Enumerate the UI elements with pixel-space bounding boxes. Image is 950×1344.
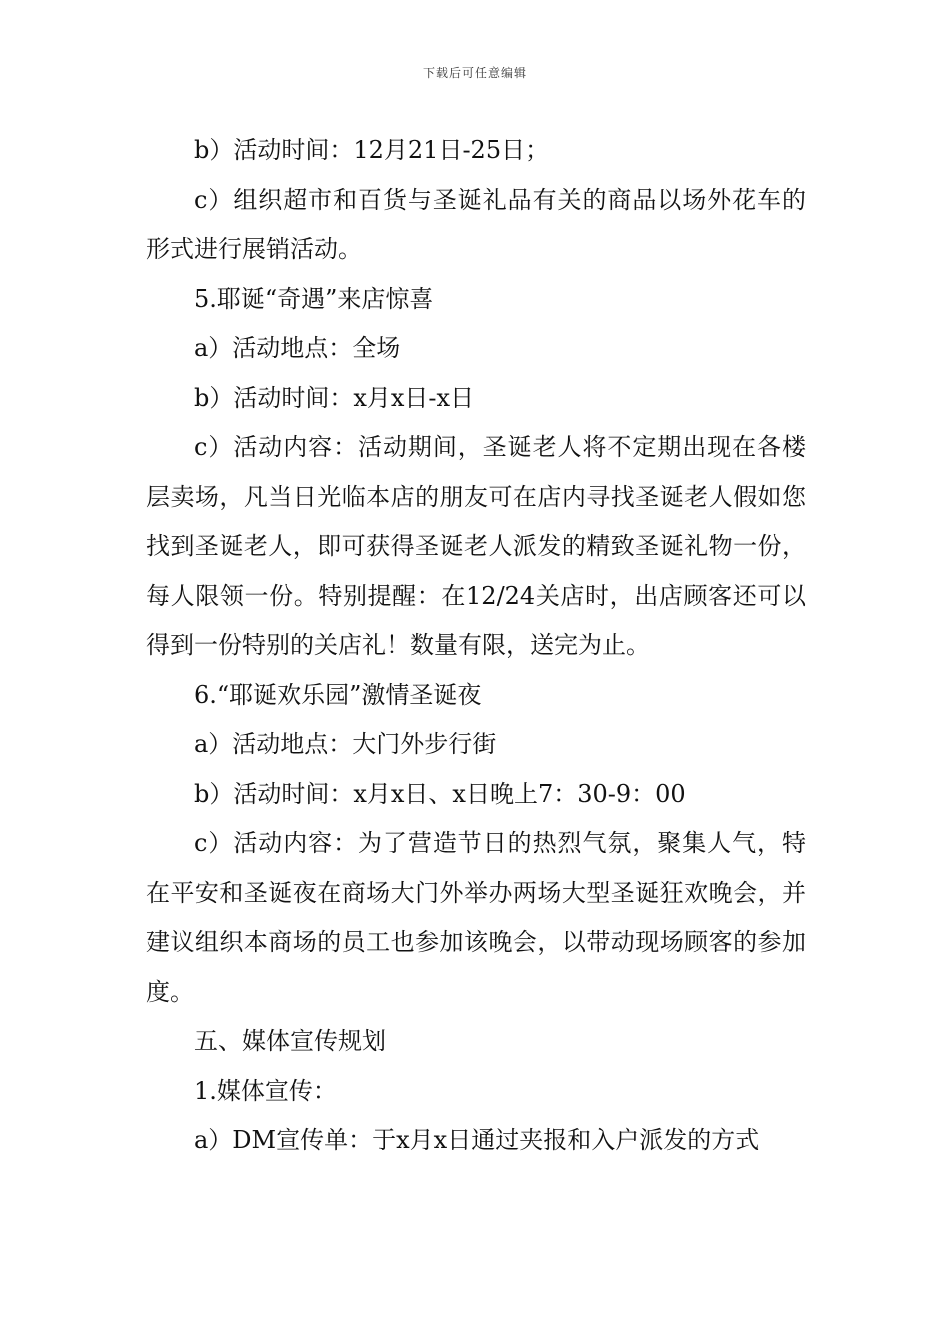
paragraph-content-c-2: c）活动内容：为了营造节日的热烈气氛，聚集人气，特在平安和圣诞夜在商场大门外举办两场大型圣诞狂欢晚会，并建议组织本商场的员工也参加该晚会，以带动现场顾客的参加度。: [146, 829, 806, 1006]
paragraph-activity-c: c）组织超市和百货与圣诞礼品有关的商品以场外花车的形式进行展销活动。: [146, 185, 806, 263]
section-heading-media: 五、媒体宣传规划: [194, 1027, 386, 1055]
paragraph-time-b: b）活动时间：x月x日-x日: [194, 383, 475, 412]
paragraph-dm-flyer: a）DM宣传单：于x月x日通过夹报和入户派发的方式: [194, 1126, 760, 1154]
paragraph-activity-time-b: b）活动时间：12月21日-25日；: [194, 136, 550, 164]
subheading-media-promo: 1.媒体宣传：: [194, 1076, 337, 1105]
paragraph-location-a-2: a）活动地点：大门外步行街: [194, 730, 497, 758]
section-heading-5: 5.耶诞“奇遇”来店惊喜: [194, 284, 434, 313]
paragraph-time-b-2: b）活动时间：x月x日、x日晚上7：30-9：00: [194, 779, 686, 808]
page-header-note: 下载后可任意编辑: [422, 66, 527, 80]
paragraph-content-c: c）活动内容：活动期间，圣诞老人将不定期出现在各楼层卖场，凡当日光临本店的朋友可在店内寻找圣诞老人假如您找到圣诞老人，即可获得圣诞老人派发的精致圣诞礼物一份，每人限领一份。特别提醒：在12/24关店时，出店顾客还可以得到一份特别的关店礼！数量有限，送完为止。: [146, 433, 806, 659]
document-body: [146, 126, 806, 1166]
paragraph-location-a: a）活动地点：全场: [194, 334, 401, 362]
section-heading-6: 6.“耶诞欢乐园”激情圣诞夜: [194, 680, 482, 709]
